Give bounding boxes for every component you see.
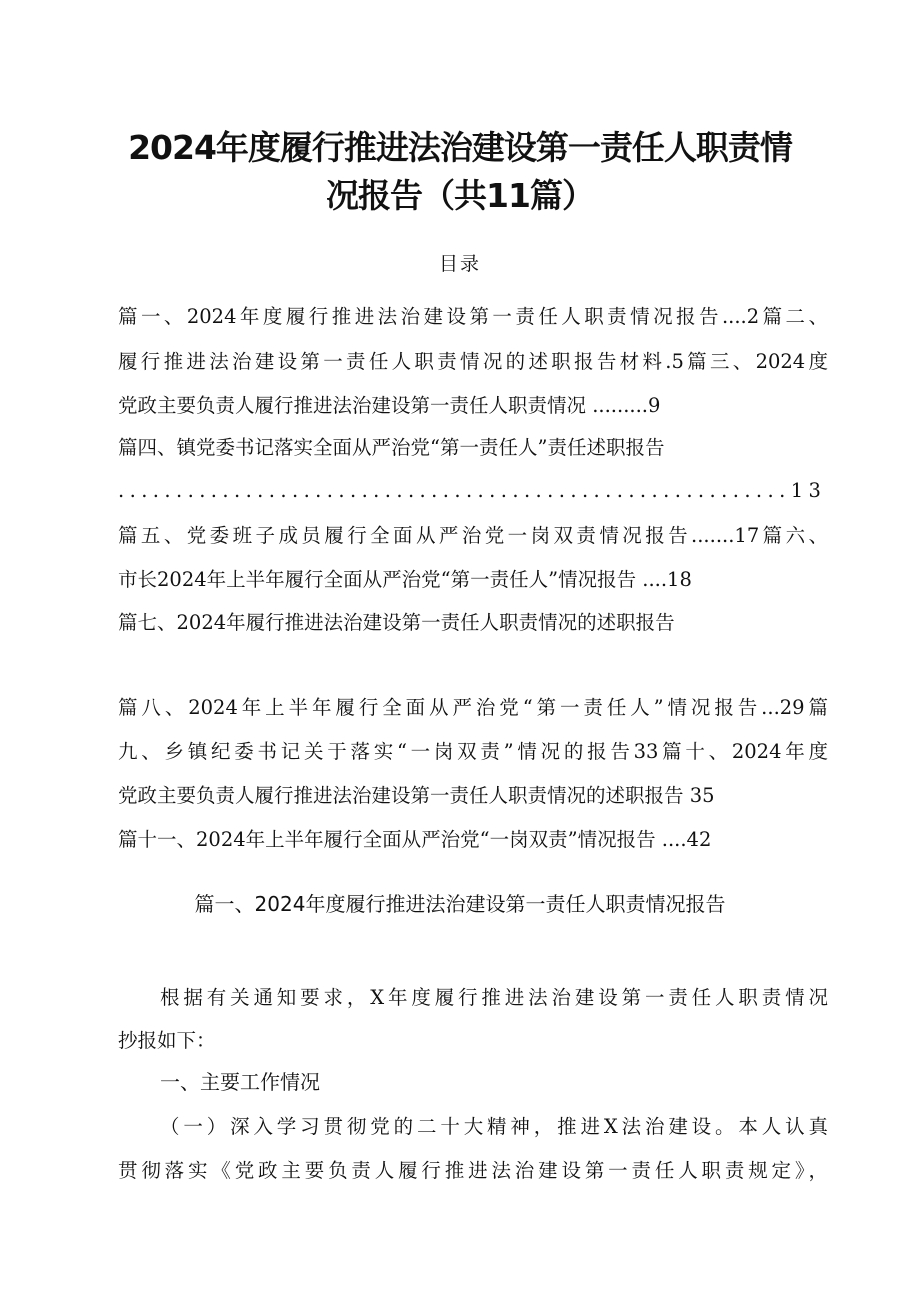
- toc-line[interactable]: 党政主要负责人履行推进法治建设第一责任人职责情况的述职报告 35: [118, 784, 715, 807]
- toc-line[interactable]: 市长2024年上半年履行全面从严治党“第一责任人”情况报告 ....18: [118, 568, 692, 591]
- sub-heading: 一、主要工作情况: [160, 1070, 320, 1094]
- toc-line[interactable]: 篇四、镇党委书记落实全面从严治党“第一责任人”责任述职报告: [118, 436, 665, 459]
- toc-line[interactable]: ..........................................................13: [118, 479, 827, 502]
- toc-heading: 目录: [438, 253, 481, 275]
- intro-paragraph-line: 抄报如下：: [118, 1029, 216, 1052]
- toc-line[interactable]: 履行推进法治建设第一责任人职责情况的述职报告材料.5篇三、2024度: [118, 350, 828, 373]
- toc-line[interactable]: 篇五、党委班子成员履行全面从严治党一岗双责情况报告.......17篇六、: [118, 524, 828, 547]
- body-paragraph-line: 贯彻落实《党政主要负责人履行推进法治建设第一责任人职责规定》，: [118, 1159, 828, 1182]
- toc-line[interactable]: 党政主要负责人履行推进法治建设第一责任人职责情况 .........9: [118, 394, 661, 417]
- toc-line[interactable]: 篇七、2024年履行推进法治建设第一责任人职责情况的述职报告: [118, 611, 675, 634]
- section-heading: 篇一、2024年度履行推进法治建设第一责任人职责情况报告: [194, 892, 726, 916]
- toc-line[interactable]: 九、乡镇纪委书记关于落实“一岗双责”情况的报告33篇十、2024年度: [118, 740, 828, 763]
- document-title-line-2: 况报告（共11篇）: [326, 176, 594, 215]
- intro-paragraph-line: 根据有关通知要求，X年度履行推进法治建设第一责任人职责情况: [160, 986, 828, 1009]
- body-paragraph-line: （一）深入学习贯彻党的二十大精神，推进X法治建设。本人认真: [160, 1115, 828, 1138]
- document-title-line-1: 2024年度履行推进法治建设第一责任人职责情: [128, 128, 792, 167]
- toc-line[interactable]: 篇十一、2024年上半年履行全面从严治党“一岗双责”情况报告 ....42: [118, 828, 712, 851]
- toc-line[interactable]: 篇八、2024年上半年履行全面从严治党“第一责任人”情况报告...29篇: [118, 696, 828, 719]
- toc-line[interactable]: 篇一、2024年度履行推进法治建设第一责任人职责情况报告....2篇二、: [118, 305, 828, 328]
